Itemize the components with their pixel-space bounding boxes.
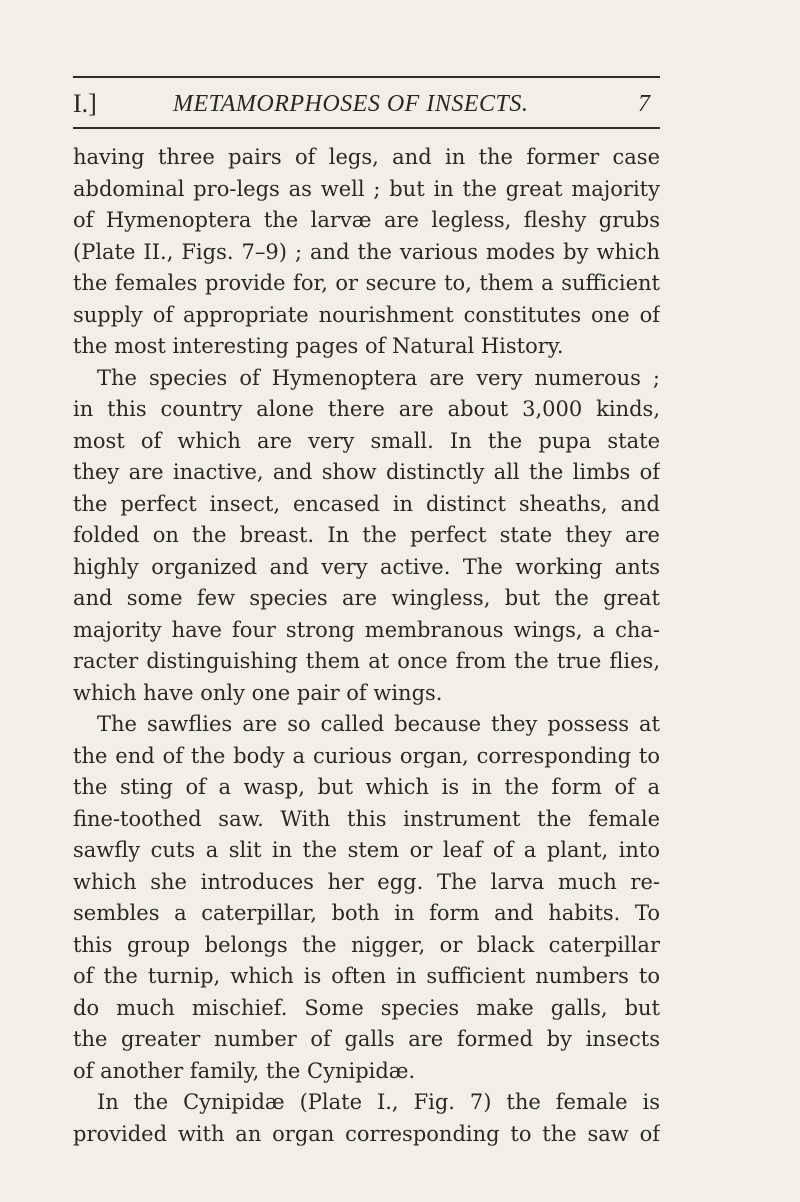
text-line: provided with an organ corresponding to the saw of xyxy=(73,1121,660,1146)
text-line: sawfly cuts a slit in the stem or leaf of a plant, into xyxy=(73,838,660,862)
text-line: fine-toothed saw. With this instrument the female xyxy=(73,806,660,831)
text-line: majority have four strong membranous wings, a cha- xyxy=(73,617,660,642)
text-line: of another family, the Cynipidæ. xyxy=(73,1058,416,1083)
text-line: In the Cynipidæ (Plate I., Fig. 7) the female is xyxy=(97,1090,660,1114)
text-line: the sting of a wasp, but which is in the form of a xyxy=(73,775,660,799)
header-bottom-rule xyxy=(73,127,660,129)
body-text xyxy=(73,142,660,1150)
text-line: in this country alone there are about 3,000 kinds, xyxy=(73,397,660,421)
text-line: of the turnip, which is often in sufficient numbers to xyxy=(73,964,660,988)
running-header xyxy=(73,84,660,124)
text-line: The species of Hymenoptera are very numerous ; xyxy=(97,365,660,390)
text-line: this group belongs the nigger, or black caterpillar xyxy=(73,932,660,957)
text-line: do much mischief. Some species make galls, but xyxy=(73,995,660,1020)
text-line: highly organized and very active. The working ants xyxy=(73,554,660,579)
text-line: they are inactive, and show distinctly all the limbs of xyxy=(73,460,660,484)
text-line: which she introduces her egg. The larva much re- xyxy=(73,869,660,894)
text-line: the perfect insect, encased in distinct sheaths, and xyxy=(73,491,660,516)
text-line: The sawflies are so called because they possess at xyxy=(97,712,660,736)
text-line: sembles a caterpillar, both in form and habits. To xyxy=(73,901,660,925)
text-line: the females provide for, or secure to, them a sufficient xyxy=(73,271,660,295)
text-line: of Hymenoptera the larvæ are legless, fleshy grubs xyxy=(73,208,660,232)
text-line: which have only one pair of wings. xyxy=(73,680,443,705)
header-top-rule xyxy=(73,76,660,78)
text-line: the greater number of galls are formed by insects xyxy=(73,1027,660,1051)
text-line: and some few species are wingless, but the great xyxy=(73,586,660,610)
text-line: having three pairs of legs, and in the former case xyxy=(73,145,660,169)
page-number: 7 xyxy=(638,91,650,117)
text-line: racter distinguishing them at once from the true flies, xyxy=(73,649,660,673)
text-line: folded on the breast. In the perfect state they are xyxy=(73,523,660,547)
text-line: supply of appropriate nourishment constitutes one of xyxy=(73,302,660,327)
text-line: most of which are very small. In the pupa state xyxy=(73,428,660,453)
text-line: the most interesting pages of Natural History. xyxy=(73,334,564,358)
running-title: METAMORPHOSES OF INSECTS. xyxy=(173,91,529,117)
text-line: the end of the body a curious organ, corresponding to xyxy=(73,743,660,768)
section-number: I.] xyxy=(73,89,97,118)
text-line: (Plate II., Figs. 7–9) ; and the various modes by which xyxy=(73,239,660,264)
text-line: abdominal pro-legs as well ; but in the great majority xyxy=(73,176,660,201)
